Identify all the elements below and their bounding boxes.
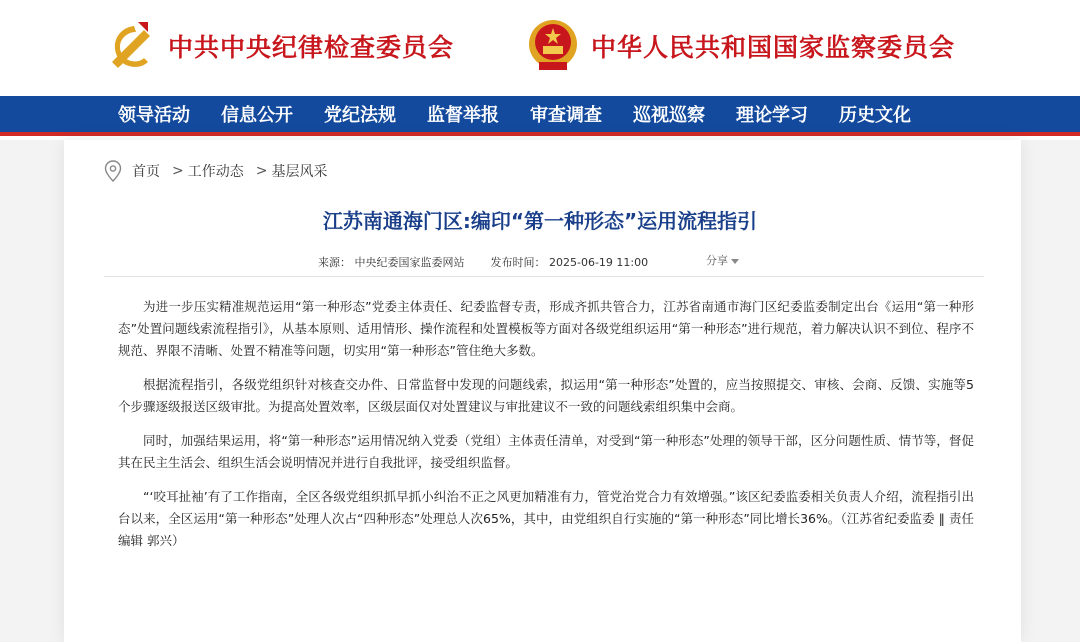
nav-item-regulations[interactable]: 党纪法规 bbox=[324, 105, 396, 126]
breadcrumb-grassroots[interactable]: 基层风采 bbox=[271, 164, 328, 180]
ccdi-logo[interactable] bbox=[104, 18, 454, 74]
article-paragraph: 根据流程指引，各级党组织针对核查交办件、日常监督中发现的问题线索，拟运用“第一种形态”处置的，应当按照提交、审核、会商、反馈、实施等5个步骤逐级报送区级审批。为提高处置效率，区级层面仅对处置建议与审批建议不一致的问题线索组织集中会商。 bbox=[118, 377, 974, 414]
article-meta bbox=[318, 254, 648, 270]
share-label: 分享 bbox=[706, 254, 728, 267]
nav-item-history[interactable]: 历史文化 bbox=[839, 105, 911, 126]
nav-item-leadership[interactable]: 领导活动 bbox=[118, 105, 190, 126]
ccdi-name: 中共中央纪律检查委员会 bbox=[168, 33, 455, 62]
location-pin-icon bbox=[104, 160, 122, 182]
article-publish-time: 发布时间： 2025-06-19 11:00 bbox=[490, 256, 649, 269]
article-paragraph: 为进一步压实精准规范运用“第一种形态”党委主体责任、纪委监督专责，形成齐抓共管合力，江苏省南通市海门区纪委监委制定出台《运用“第一种形态”处置问题线索流程指引》，从基本原则、适用情形、操作流程和处置模板等方面对各级党组织运用“第一种形态”进行规范，着力解决认识不到位、程序不规范、界限不清晰、处置不精准等问题，切实用“第一种形态”管住绝大多数。 bbox=[118, 299, 974, 358]
national-emblem-icon bbox=[527, 18, 579, 74]
article-paragraph: 同时，加强结果运用，将“第一种形态”运用情况纳入党委（党组）主体责任清单，对受到“第一种形态”处理的领导干部，区分问题性质、情节等，督促其在民主生活会、组织生活会说明情况并进行自我批评，接受组织监督。 bbox=[118, 433, 974, 470]
breadcrumb bbox=[104, 160, 327, 182]
main-nav bbox=[0, 96, 1080, 136]
nav-item-theory[interactable]: 理论学习 bbox=[736, 105, 808, 126]
nsc-logo[interactable] bbox=[527, 18, 955, 74]
nav-item-inspection[interactable]: 巡视巡察 bbox=[633, 105, 705, 126]
breadcrumb-separator: > bbox=[172, 163, 184, 179]
breadcrumb-separator: > bbox=[255, 163, 268, 179]
article-source: 来源： 中央纪委国家监委网站 bbox=[318, 256, 465, 269]
article-body bbox=[118, 296, 974, 564]
nav-item-investigation[interactable]: 审查调查 bbox=[530, 105, 602, 126]
divider bbox=[104, 276, 984, 277]
article-title: 江苏南通海门区:编印“第一种形态”运用流程指引 bbox=[322, 209, 758, 233]
nav-item-info-disclosure[interactable]: 信息公开 bbox=[221, 105, 293, 126]
share-button[interactable] bbox=[706, 252, 739, 268]
breadcrumb-home[interactable]: 首页 bbox=[132, 164, 160, 180]
party-emblem-icon bbox=[104, 18, 156, 74]
site-header bbox=[0, 0, 1080, 96]
nav-item-report[interactable]: 监督举报 bbox=[427, 105, 499, 126]
breadcrumb-work-news[interactable]: 工作动态 bbox=[187, 164, 244, 180]
chevron-down-icon bbox=[731, 259, 739, 264]
nsc-name: 中华人民共和国国家监察委员会 bbox=[591, 33, 956, 62]
article-paragraph: “‘咬耳扯袖’有了工作指南，全区各级党组织抓早抓小纠治不正之风更加精准有力，管党治党合力有效增强。”该区纪委监委相关负责人介绍，流程指引出台以来，全区运用“第一种形态”处理人次占“四种形态”处理总人次65%，其中，由党组织自行实施的“第一种形态”同比增长36%。（江苏省纪委监委 ‖ 责任编辑 郭兴） bbox=[118, 489, 974, 548]
